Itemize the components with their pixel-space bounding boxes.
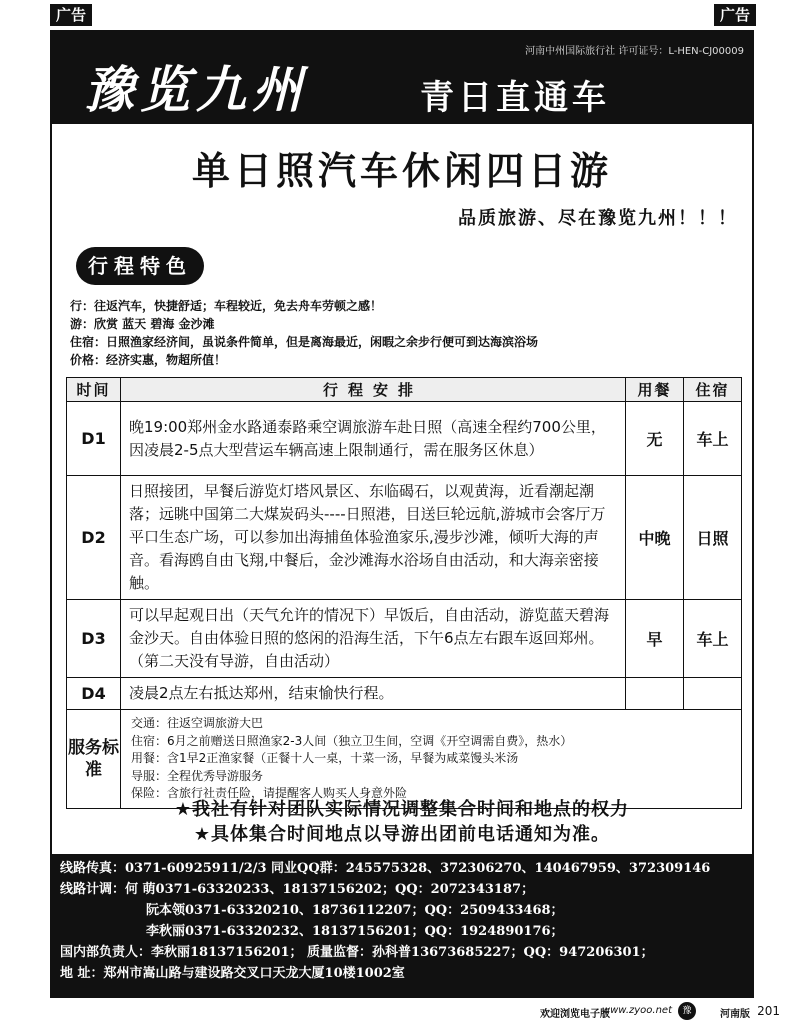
page-footer bbox=[0, 1002, 800, 1022]
plan-cell: 可以早起观日出（天气允许的情况下）早饭后，自由活动，游览蓝天碧海金沙天。自由体验日照的悠闲的沿海生活，下午6点左右跟车返回郑州。（第二天没有导游，自由活动） bbox=[121, 600, 626, 678]
footer-logo-icon: 豫 bbox=[678, 1002, 696, 1020]
table-row bbox=[67, 678, 742, 710]
table-row bbox=[67, 600, 742, 678]
day-cell: D2 bbox=[67, 476, 121, 600]
service-label: 服务标准 bbox=[67, 710, 121, 809]
plan-cell: 晚19:00郑州金水路通泰路乘空调旅游车赴日照（高速全程约700公里，因凌晨2-5点大型营运车辆高速上限制通行，需在服务区休息） bbox=[121, 402, 626, 476]
brand-title: 豫览九州 bbox=[84, 60, 308, 119]
brand-subtitle: 青日直通车 bbox=[420, 78, 610, 118]
notices bbox=[52, 797, 752, 847]
meal-cell: 无 bbox=[626, 402, 684, 476]
service-item: 交通：往返空调旅游大巴 bbox=[131, 716, 264, 730]
plan-cell: 日照接团，早餐后游览灯塔风景区、东临碣石，以观黄海，近看潮起潮落；远眺中国第二大煤炭码头----日照港，目送巨轮远航,游城市会客厅万平口生态广场，可以参加出海捕鱼体验渔家乐,漫步沙滩，倾听大海的声音。看海鸥自由飞翔,中餐后，金沙滩海水浴场自由活动，和大海亲密接触。 bbox=[121, 476, 626, 600]
page-number: 201 bbox=[757, 1004, 780, 1018]
stay-cell: 日照 bbox=[684, 476, 742, 600]
footer-site-link[interactable]: www.zyoo.net bbox=[601, 1005, 672, 1016]
contact-planner: 线路计调：何 萌0371-63320233、18137156202；QQ：2072343187； bbox=[60, 882, 535, 897]
feature-line: 行：往返汽车，快捷舒适；车程较近，免去舟车劳顿之感！ bbox=[70, 299, 383, 313]
feature-line: 住宿：日照渔家经济间，虽说条件简单，但是离海最近，闲暇之余步行便可到达海滨浴场 bbox=[70, 335, 539, 349]
header-meal: 用餐 bbox=[626, 378, 684, 402]
ad-frame bbox=[50, 30, 754, 998]
meal-cell bbox=[626, 678, 684, 710]
service-item: 保险：含旅行社责任险，请提醒客人购买人身意外险 bbox=[131, 786, 408, 800]
header-plan: 行程安排 bbox=[121, 378, 626, 402]
contact-block bbox=[50, 854, 754, 998]
table-header-row bbox=[67, 378, 742, 402]
features-list bbox=[70, 297, 538, 369]
stay-cell: 车上 bbox=[684, 600, 742, 678]
service-item: 住宿：6月之前赠送日照渔家2-3人间（独立卫生间，空调《开空调需自费》，热水） bbox=[131, 733, 573, 748]
header-time: 时间 bbox=[67, 378, 121, 402]
service-item: 用餐：含1早2正渔家餐（正餐十人一桌，十菜一汤，早餐为咸菜馒头米汤 bbox=[131, 751, 519, 765]
footer-note: 欢迎浏览电子版 bbox=[540, 1009, 610, 1020]
day-cell: D4 bbox=[67, 678, 121, 710]
contact-managers: 国内部负责人：李秋丽18137156201； 质量监督：孙科普13673685227；QQ：947206301； bbox=[60, 945, 654, 960]
slogan: 品质旅游、尽在豫览九州！！！ bbox=[458, 208, 738, 229]
service-details bbox=[121, 710, 742, 809]
service-item: 导服：全程优秀导游服务 bbox=[131, 768, 264, 783]
headline: 单日照汽车休闲四日游 bbox=[191, 149, 612, 193]
schedule-table bbox=[66, 377, 742, 809]
table-row bbox=[67, 476, 742, 600]
meal-cell: 早 bbox=[626, 600, 684, 678]
contact-planner: 阮本领0371-63320210、18736112207；QQ：2509433468； bbox=[146, 903, 564, 918]
day-cell: D3 bbox=[67, 600, 121, 678]
table-row bbox=[67, 402, 742, 476]
ad-tag-right: 广告 bbox=[714, 4, 756, 26]
plan-cell: 凌晨2点左右抵达郑州，结束愉快行程。 bbox=[121, 678, 626, 710]
banner bbox=[52, 32, 752, 124]
features-badge: 行程特色 bbox=[76, 247, 204, 285]
footer-edition: 河南版 bbox=[720, 1009, 750, 1020]
feature-line: 价格：经济实惠，物超所值！ bbox=[70, 353, 227, 367]
contact-fax: 线路传真：0371-60925911/2/3 同业QQ群：245575328、372306270、140467959、372309146 bbox=[60, 861, 711, 876]
ad-tag-left: 广告 bbox=[50, 4, 92, 26]
contact-address: 地 址：郑州市嵩山路与建设路交叉口天龙大厦10楼1002室 bbox=[60, 966, 405, 981]
meal-cell: 中晚 bbox=[626, 476, 684, 600]
license-text: 河南中州国际旅行社 许可证号：L-HEN-CJ00009 bbox=[525, 46, 744, 57]
feature-line: 游：欣赏 蓝天 碧海 金沙滩 bbox=[70, 317, 215, 331]
service-row bbox=[67, 710, 742, 809]
header-stay: 住宿 bbox=[684, 378, 742, 402]
stay-cell: 车上 bbox=[684, 402, 742, 476]
contact-planner: 李秋丽0371-63320232、18137156201；QQ：1924890176； bbox=[146, 924, 564, 939]
notice-line: ★我社有针对团队实际情况调整集合时间和地点的权力 bbox=[174, 799, 630, 820]
stay-cell bbox=[684, 678, 742, 710]
day-cell: D1 bbox=[67, 402, 121, 476]
notice-line: ★具体集合时间地点以导游出团前电话通知为准。 bbox=[193, 824, 611, 845]
